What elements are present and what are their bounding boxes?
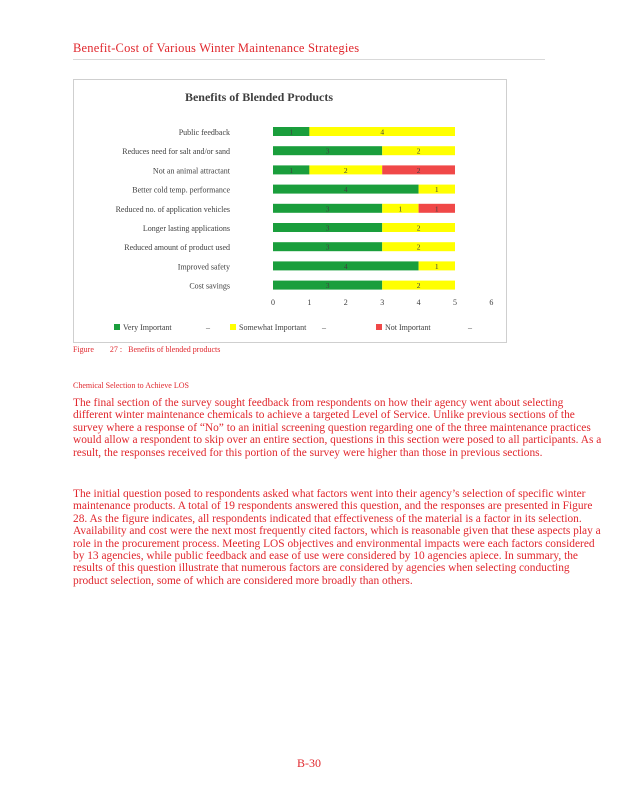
- data-label: 1: [434, 204, 439, 214]
- legend-dash: –: [206, 323, 210, 332]
- category-label: Improved safety: [177, 262, 230, 272]
- paragraph: The initial question posed to respondents asked what factors went into their agency’s selection of specific winter maintenance products. A total of 19 respondents answered this question, and the responses are presented in Figure 28. As the figure indicates, all respondents indicated that effectiveness of the material is a factor in its selection. Availability and cost were the next most frequently cited factors, which is reasonable given that these aspects play a role in the procurement process. Meeting LOS objectives and environmental impacts were each factors considered by 13 agencies, while public feedback and ease of use were considered by 10 agencies apiece. In summary, the results of this question illustrate that numerous factors are considered by agencies when selecting conducting product selection, some of which are considered more broadly than others.: [73, 488, 601, 587]
- data-label: 2: [416, 146, 421, 156]
- x-tick-label: 2: [343, 298, 348, 307]
- category-label: Reduces need for salt and/or sand: [122, 147, 230, 157]
- data-label: 2: [416, 242, 421, 252]
- caption-label: Figure: [73, 345, 94, 354]
- caption-text: Benefits of blended products: [128, 345, 221, 354]
- legend-swatch: [230, 324, 236, 330]
- data-label: 3: [325, 204, 330, 214]
- legend-label: Very Important: [123, 323, 172, 332]
- category-label: Reduced amount of product used: [124, 243, 230, 253]
- data-label: 1: [289, 127, 294, 137]
- chart-title: Benefits of Blended Products: [184, 90, 334, 104]
- figure-caption: [73, 345, 220, 354]
- chart-container: [73, 79, 507, 343]
- data-label: 4: [343, 185, 348, 195]
- x-tick-label: 3: [380, 298, 385, 307]
- x-tick-label: 4: [416, 298, 421, 307]
- x-tick-label: 0: [271, 298, 275, 307]
- data-label: 2: [416, 281, 421, 291]
- data-label: 1: [434, 261, 439, 271]
- category-label: Not an animal attractant: [152, 166, 230, 176]
- header-divider: [73, 59, 545, 60]
- data-label: 3: [325, 281, 330, 291]
- data-label: 2: [416, 165, 421, 175]
- x-tick-label: 6: [489, 298, 494, 307]
- benefits-chart: [74, 80, 506, 342]
- legend-swatch: [376, 324, 382, 330]
- legend-dash: –: [322, 323, 326, 332]
- legend-label: Somewhat Important: [239, 323, 307, 332]
- data-label: 3: [325, 223, 330, 233]
- data-label: 2: [416, 223, 421, 233]
- data-label: 3: [325, 146, 330, 156]
- data-label: 4: [343, 261, 348, 271]
- category-label: Longer lasting applications: [142, 224, 230, 233]
- data-label: 1: [398, 204, 403, 214]
- legend-dash: –: [468, 323, 472, 332]
- running-header: Benefit-Cost of Various Winter Maintenance Strategies: [73, 41, 360, 55]
- legend-swatch: [114, 324, 120, 330]
- data-label: 4: [380, 127, 385, 137]
- legend-label: Not Important: [385, 323, 431, 332]
- data-label: 1: [434, 185, 439, 195]
- paragraph: The final section of the survey sought feedback from respondents on how their agency went about selecting different winter maintenance chemicals to achieve a targeted Level of Service. Unlike previous sections of the survey where a response of “No” to an initial screening question regarding one of the three maintenance practices would allow a respondent to skip over an entire section, questions in this section were posed to all participants. As a result, the responses received for this portion of the survey were higher than those in previous sections.: [73, 397, 602, 459]
- category-label: Public feedback: [178, 128, 230, 137]
- category-label: Better cold temp. performance: [132, 185, 230, 195]
- data-label: 3: [325, 242, 330, 252]
- data-label: 2: [343, 165, 348, 175]
- category-label: Cost savings: [189, 281, 230, 291]
- page-number: B-30: [297, 756, 321, 770]
- caption-number: 27 :: [109, 345, 123, 354]
- x-tick-label: 1: [307, 298, 312, 307]
- x-tick-label: 5: [453, 298, 457, 307]
- section-heading: Chemical Selection to Achieve LOS: [73, 381, 189, 390]
- data-label: 1: [289, 165, 294, 175]
- category-label: Reduced no. of application vehicles: [115, 204, 230, 214]
